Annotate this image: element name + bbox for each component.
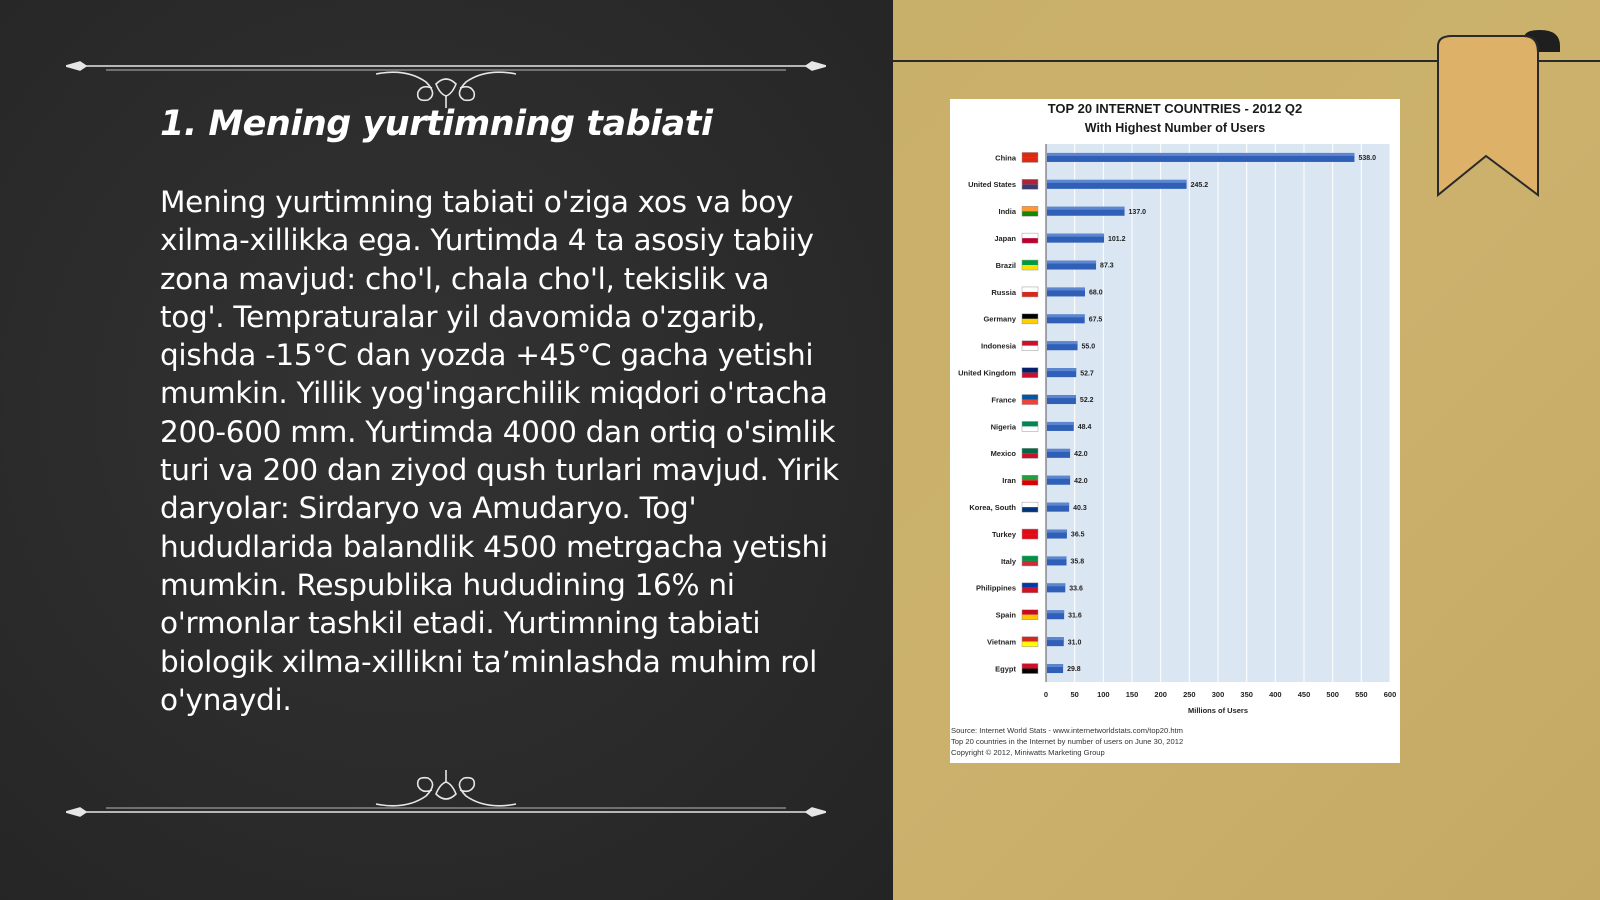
scroll-ornament-icon (66, 48, 826, 108)
chart-subtitle: With Highest Number of Users (1084, 121, 1266, 135)
x-tick-label: 250 (1183, 690, 1196, 699)
category-label: Philippines (975, 583, 1016, 593)
bookmark-ribbon-icon (1430, 30, 1590, 200)
bar-highlight (1047, 530, 1067, 533)
bar-highlight (1047, 261, 1096, 264)
bar-value-label: 33.6 (1069, 585, 1083, 593)
x-tick-label: 50 (1070, 690, 1079, 699)
flag-icon (1022, 179, 1038, 184)
source-note: Top 20 countries in the Internet by number of users on June 30, 2012 (951, 737, 1184, 746)
bar-highlight (1047, 664, 1063, 667)
bar-highlight (1047, 583, 1065, 586)
bar-value-label: 29.8 (1067, 666, 1081, 674)
flag-icon (1022, 292, 1038, 297)
flag-icon (1022, 507, 1038, 512)
flag-icon (1022, 480, 1038, 485)
category-label: China (995, 153, 1016, 163)
bar-highlight (1047, 449, 1070, 452)
bar-value-label: 101.2 (1108, 235, 1126, 243)
bar-highlight (1047, 422, 1074, 425)
x-tick-label: 0 (1043, 690, 1049, 699)
flag-icon (1022, 157, 1038, 162)
bar-value-label: 42.0 (1074, 450, 1088, 458)
flag-icon (1022, 314, 1038, 319)
flag-icon (1022, 260, 1038, 265)
bar-highlight (1047, 341, 1078, 344)
flag-icon (1022, 534, 1038, 539)
x-tick-label: 500 (1326, 690, 1339, 699)
flag-icon (1022, 368, 1038, 373)
x-tick-label: 200 (1154, 690, 1167, 699)
slide-title: 1. Mening yurtimning tabiati (160, 104, 713, 144)
bar-value-label: 42.0 (1074, 477, 1088, 485)
flag-icon (1022, 669, 1038, 674)
flag-icon (1022, 453, 1038, 458)
flag-icon (1022, 556, 1038, 561)
flag-icon (1022, 287, 1038, 292)
category-label: Nigeria (990, 422, 1016, 432)
bar-value-label: 245.2 (1190, 181, 1209, 189)
flag-icon (1022, 395, 1038, 400)
flag-icon (1022, 152, 1038, 157)
flag-icon (1022, 346, 1038, 351)
bar-highlight (1047, 180, 1187, 183)
category-label: Spain (995, 610, 1016, 620)
flag-icon (1022, 265, 1038, 270)
flag-icon (1022, 400, 1038, 405)
x-tick-label: 450 (1297, 690, 1311, 699)
category-label: Vietnam (986, 637, 1016, 647)
category-label: Germany (983, 314, 1016, 324)
bar-highlight (1047, 395, 1076, 398)
chart-svg (950, 99, 1400, 763)
bar-highlight (1047, 476, 1070, 479)
x-tick-label: 550 (1355, 690, 1368, 699)
bar-highlight (1047, 503, 1069, 506)
bar-value-label: 40.3 (1073, 504, 1087, 512)
bar-highlight (1047, 314, 1085, 317)
bar-value-label: 31.0 (1067, 639, 1082, 647)
flag-icon (1022, 448, 1038, 453)
bar-highlight (1047, 368, 1076, 371)
flag-icon (1022, 373, 1038, 378)
x-tick-label: 350 (1240, 690, 1253, 699)
flag-icon (1022, 664, 1038, 669)
category-label: United States (968, 180, 1016, 190)
flag-icon (1022, 637, 1038, 642)
flag-icon (1022, 426, 1038, 431)
category-label: India (998, 207, 1016, 217)
bar-highlight (1047, 610, 1064, 613)
category-label: Korea, South (969, 502, 1016, 512)
flag-icon (1022, 588, 1038, 593)
flag-icon (1022, 206, 1038, 211)
x-tick-label: 400 (1269, 690, 1282, 699)
flag-icon (1022, 615, 1038, 620)
bar-value-label: 35.8 (1070, 558, 1085, 566)
x-axis-label: Millions of Users (1187, 706, 1249, 715)
flag-icon (1022, 184, 1038, 189)
bar-value-label: 87.3 (1100, 262, 1114, 270)
bar-highlight (1047, 153, 1354, 156)
bar-value-label: 36.5 (1070, 531, 1085, 539)
bar-value-label: 68.0 (1088, 289, 1103, 297)
category-label: Brazil (995, 260, 1016, 270)
category-label: Italy (1000, 556, 1016, 566)
bar-value-label: 52.7 (1080, 370, 1094, 378)
flag-icon (1022, 502, 1038, 507)
category-label: Egypt (995, 664, 1016, 674)
x-tick-label: 150 (1125, 690, 1139, 699)
x-tick-label: 100 (1097, 690, 1110, 699)
category-label: Mexico (990, 449, 1016, 459)
flag-icon (1022, 319, 1038, 324)
bar-value-label: 67.5 (1088, 316, 1103, 324)
flag-icon (1022, 421, 1038, 426)
category-label: France (991, 395, 1016, 405)
bar-value-label: 48.4 (1077, 424, 1092, 432)
flag-icon (1022, 233, 1038, 238)
flag-icon (1022, 561, 1038, 566)
bar-highlight (1047, 234, 1104, 237)
bar-highlight (1047, 287, 1085, 290)
source-note: Copyright © 2012, Miniwatts Marketing Group (951, 748, 1105, 757)
bar-value-label: 31.6 (1068, 612, 1082, 620)
internet-countries-chart (950, 99, 1400, 763)
bar-highlight (1047, 556, 1067, 559)
category-label: United Kingdom (958, 368, 1016, 378)
flag-icon (1022, 341, 1038, 346)
bar-highlight (1047, 207, 1125, 210)
flag-icon (1022, 238, 1038, 243)
flag-icon (1022, 642, 1038, 647)
chart-title: TOP 20 INTERNET COUNTRIES - 2012 Q2 (1047, 101, 1303, 116)
bar-value-label: 137.0 (1128, 208, 1147, 216)
scroll-ornament-icon (66, 770, 826, 830)
slide-body-text: Mening yurtimning tabiati o'ziga xos va boy xilma-xillikka ega. Yurtimda 4 ta asosiy tabiiy zona mavjud: cho'l, chala cho'l, tekislik va tog'. Tempraturalar yil davomida o'zgarib, qishda -15°C dan yozda +45°C gacha yetishi mumkin. Yillik yog'ingarchilik miqdori o'rtacha 200-600 mm. Yurtimda 4000 dan ortiq o'simlik turi va 200 dan ziyod qush turlari mavjud. Yirik daryolar: Sirdaryo va Amudaryo. Tog' hududlarida balandlik 4500 metrgacha yetishi mumkin. Respublika hududining 16% ni o'rmonlar tashkil etadi. Yurtimning tabiati biologik xilma-xillikni ta’minlashda muhim rol o'ynaydi. (160, 185, 839, 717)
category-label: Iran (1002, 476, 1016, 486)
category-label: Japan (994, 233, 1016, 243)
category-label: Indonesia (980, 341, 1016, 351)
x-tick-label: 300 (1211, 690, 1225, 699)
flag-icon (1022, 529, 1038, 534)
category-label: Turkey (991, 529, 1016, 539)
category-label: Russia (991, 287, 1016, 297)
flag-icon (1022, 583, 1038, 588)
flag-icon (1022, 475, 1038, 480)
flag-icon (1022, 211, 1038, 216)
bar-value-label: 538.0 (1358, 155, 1376, 163)
bar-highlight (1047, 637, 1064, 640)
bar-value-label: 55.0 (1081, 343, 1096, 351)
flag-icon (1022, 610, 1038, 615)
x-tick-label: 600 (1383, 690, 1397, 699)
bar-value-label: 52.2 (1079, 397, 1094, 405)
source-note: Source: Internet World Stats - www.internetworldstats.com/top20.htm (951, 726, 1183, 735)
